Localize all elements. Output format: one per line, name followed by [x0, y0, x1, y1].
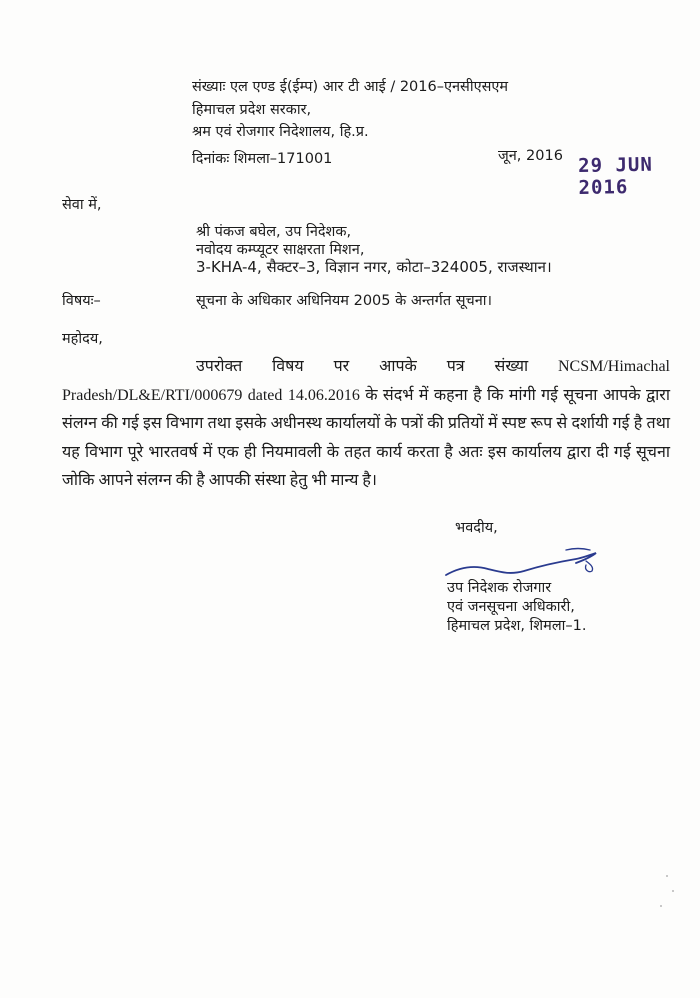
- closing-place: हिमाचल प्रदेश, शिमला–1.: [447, 618, 587, 634]
- received-date-stamp: 29 JUN 2016: [578, 153, 654, 199]
- subject-text: सूचना के अधिकार अधिनियम 2005 के अन्तर्गत सूचना।: [196, 293, 493, 309]
- subject-label: विषयः–: [62, 293, 101, 309]
- reference-number: संख्याः एल एण्ड ई(ईम्प) आर टी आई / 2016–एनसीएसएम: [192, 79, 509, 95]
- scan-speck: [666, 875, 668, 877]
- closing-designation: उप निदेशक रोजगार: [447, 580, 552, 596]
- department-name: श्रम एवं रोजगार निदेशालय, हि.प्र.: [192, 124, 369, 140]
- scan-speck: [660, 905, 662, 907]
- scan-speck: [672, 890, 674, 892]
- greeting: महोदय,: [62, 331, 103, 347]
- government-name: हिमाचल प्रदेश सरकार,: [192, 102, 312, 118]
- salutation-to: सेवा में,: [62, 197, 102, 213]
- addressee-name: श्री पंकज बघेल, उप निदेशक,: [196, 224, 352, 240]
- dateline-place: दिनांकः शिमला–171001: [192, 151, 333, 167]
- addressee-organization: नवोदय कम्प्यूटर साक्षरता मिशन,: [196, 242, 365, 258]
- closing-role: एवं जनसूचना अधिकारी,: [447, 599, 575, 615]
- dateline-month-year: जून, 2016: [498, 148, 563, 164]
- addressee-address: 3-KHA-4, सैक्टर–3, विज्ञान नगर, कोटा–324005, राजस्थान।: [196, 258, 552, 276]
- closing-yours: भवदीय,: [455, 520, 498, 536]
- body-paragraph: उपरोक्त विषय पर आपके पत्र संख्या NCSM/Himachal Pradesh/DL&E/RTI/000679 dated 14.06.2016 के संदर्भ में कहना है कि मांगी गई सूचना आपके द्वारा संलग्न की गई इस विभाग तथा इसके अधीनस्थ कार्यालयों के पत्रों की प्रतियों में स्पष्ट रूप से दर्शायी गई है तथा यह विभाग पूरे भारतवर्ष में एक ही नियमावली के तहत कार्य करता है अतः इस कार्यालय द्वारा दी गई सूचना जोकि आपने संलग्न की है आपकी संस्था हेतु भी मान्य है।: [62, 358, 670, 489]
